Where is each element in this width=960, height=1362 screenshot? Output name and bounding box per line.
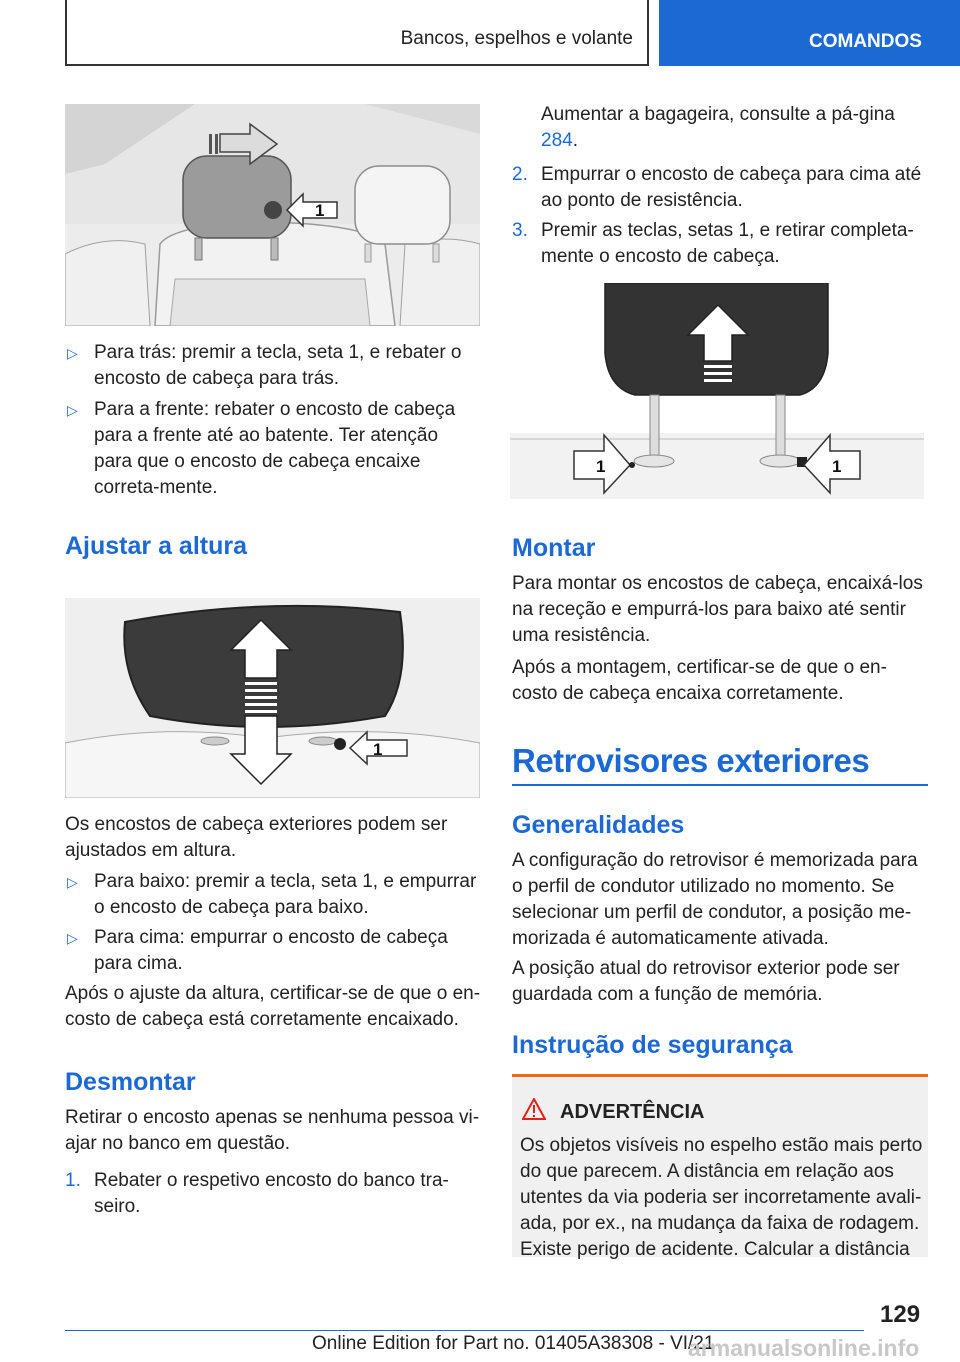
bullet-text: Para cima: empurrar o encosto de cabeça para cima. <box>94 927 448 974</box>
step-continuation <box>541 102 928 154</box>
figure-headrest-removal-drawing <box>510 283 924 499</box>
paragraph-montar-2: Após a montagem, certificar-se de que o en-costo de cabeça encaixa corretamente. <box>512 657 887 704</box>
bullet-triangle-icon: ▷ <box>67 874 78 890</box>
heading-instrucao-seguranca: Instrução de segurança <box>512 1031 793 1059</box>
figure-headrest-removal <box>510 283 924 499</box>
step-text: Rebater o respetivo encosto do banco tra-seiro. <box>94 1170 449 1217</box>
list-item <box>65 925 481 977</box>
paragraph-apos-ajuste: Após o ajuste da altura, certificar-se de que o en-costo de cabeça está corretamente encaixado. <box>65 983 481 1030</box>
step-number: 1. <box>65 1170 81 1191</box>
figure-headrest-height-drawing <box>65 598 480 798</box>
step-item <box>65 1168 481 1220</box>
bullet-triangle-icon: ▷ <box>67 345 78 361</box>
paragraph-generalidades-1: A configuração do retrovisor é memorizada para o perfil de condutor utilizado no momento. Se selecionar um perfil de condutor, a posição me-morizada é automaticamente ativada. <box>512 850 918 949</box>
figure3-callout-right: 1 <box>832 457 842 476</box>
footer-edition: Online Edition for Part no. 01405A38308 - VI/21 <box>312 1333 715 1354</box>
step-item <box>512 162 928 214</box>
step-number: 2. <box>512 164 528 185</box>
heading-montar: Montar <box>512 534 596 562</box>
heading-desmontar: Desmontar <box>65 1068 196 1096</box>
list-item <box>65 340 481 392</box>
bullet-triangle-icon: ▷ <box>67 402 78 418</box>
continuation-end: . <box>572 130 578 151</box>
paragraph-ajustar: Os encostos de cabeça exteriores podem ser ajustados em altura. <box>65 814 448 861</box>
warning-box <box>512 1074 928 1260</box>
heading-retrovisores: Retrovisores exteriores <box>512 742 870 779</box>
step-number: 3. <box>512 220 528 241</box>
step-text: Premir as teclas, setas 1, e retirar completa-mente o encosto de cabeça. <box>541 220 914 267</box>
bullet-text: Para a frente: rebater o encosto de cabeça para a frente até ao batente. Ter atenção para que o encosto de cabeça encaixe correta-mente. <box>94 399 456 498</box>
step-text: Empurrar o encosto de cabeça para cima até ao ponto de resistência. <box>541 164 922 211</box>
step-item <box>512 218 928 270</box>
watermark: armanualsonline.info <box>688 1335 920 1361</box>
figure-headrest-fold <box>65 104 480 326</box>
bullet-triangle-icon: ▷ <box>67 930 78 946</box>
header-section-box <box>65 0 649 66</box>
header-section-title: Bancos, espelhos e volante <box>400 28 633 49</box>
page-link[interactable]: 284 <box>541 130 573 151</box>
warning-title: ADVERTÊNCIA <box>560 1101 705 1123</box>
figure-headrest-fold-drawing <box>65 104 480 326</box>
warning-text: Os objetos visíveis no espelho estão mais perto do que parecem. A distância em relação aos utentes da via poderia ser incorretamente avali-ada, por ex., na mudança da faixa de rodagem. Existe perigo de acidente. Calcular a distância <box>520 1135 923 1260</box>
paragraph-generalidades-2: A posição atual do retrovisor exterior pode ser guardada com a função de memória. <box>512 958 900 1005</box>
warning-triangle-icon <box>522 1098 546 1120</box>
figure2-callout: 1 <box>373 740 383 759</box>
page-number: 129 <box>880 1301 921 1328</box>
list-item <box>65 397 481 501</box>
paragraph-montar-1: Para montar os encostos de cabeça, encaixá-los na receção e empurrá-los para baixo até sentir uma resistência. <box>512 573 923 646</box>
header-chapter-tab: COMANDOS <box>659 0 960 66</box>
heading-ajustar-altura: Ajustar a altura <box>65 532 248 560</box>
heading-generalidades: Generalidades <box>512 811 685 839</box>
bullet-text: Para trás: premir a tecla, seta 1, e rebater o encosto de cabeça para trás. <box>94 342 462 389</box>
list-item <box>65 869 481 921</box>
continuation-text: Aumentar a bagageira, consulte a pá-gina <box>541 104 895 125</box>
figure1-callout: 1 <box>315 201 325 220</box>
footer-divider <box>65 1330 864 1331</box>
figure-headrest-height <box>65 598 480 798</box>
paragraph-desmontar: Retirar o encosto apenas se nenhuma pessoa vi-ajar no banco em questão. <box>65 1107 480 1154</box>
figure3-callout-left: 1 <box>596 457 606 476</box>
heading-underline <box>512 784 928 786</box>
bullet-text: Para baixo: premir a tecla, seta 1, e empurrar o encosto de cabeça para baixo. <box>94 871 477 918</box>
